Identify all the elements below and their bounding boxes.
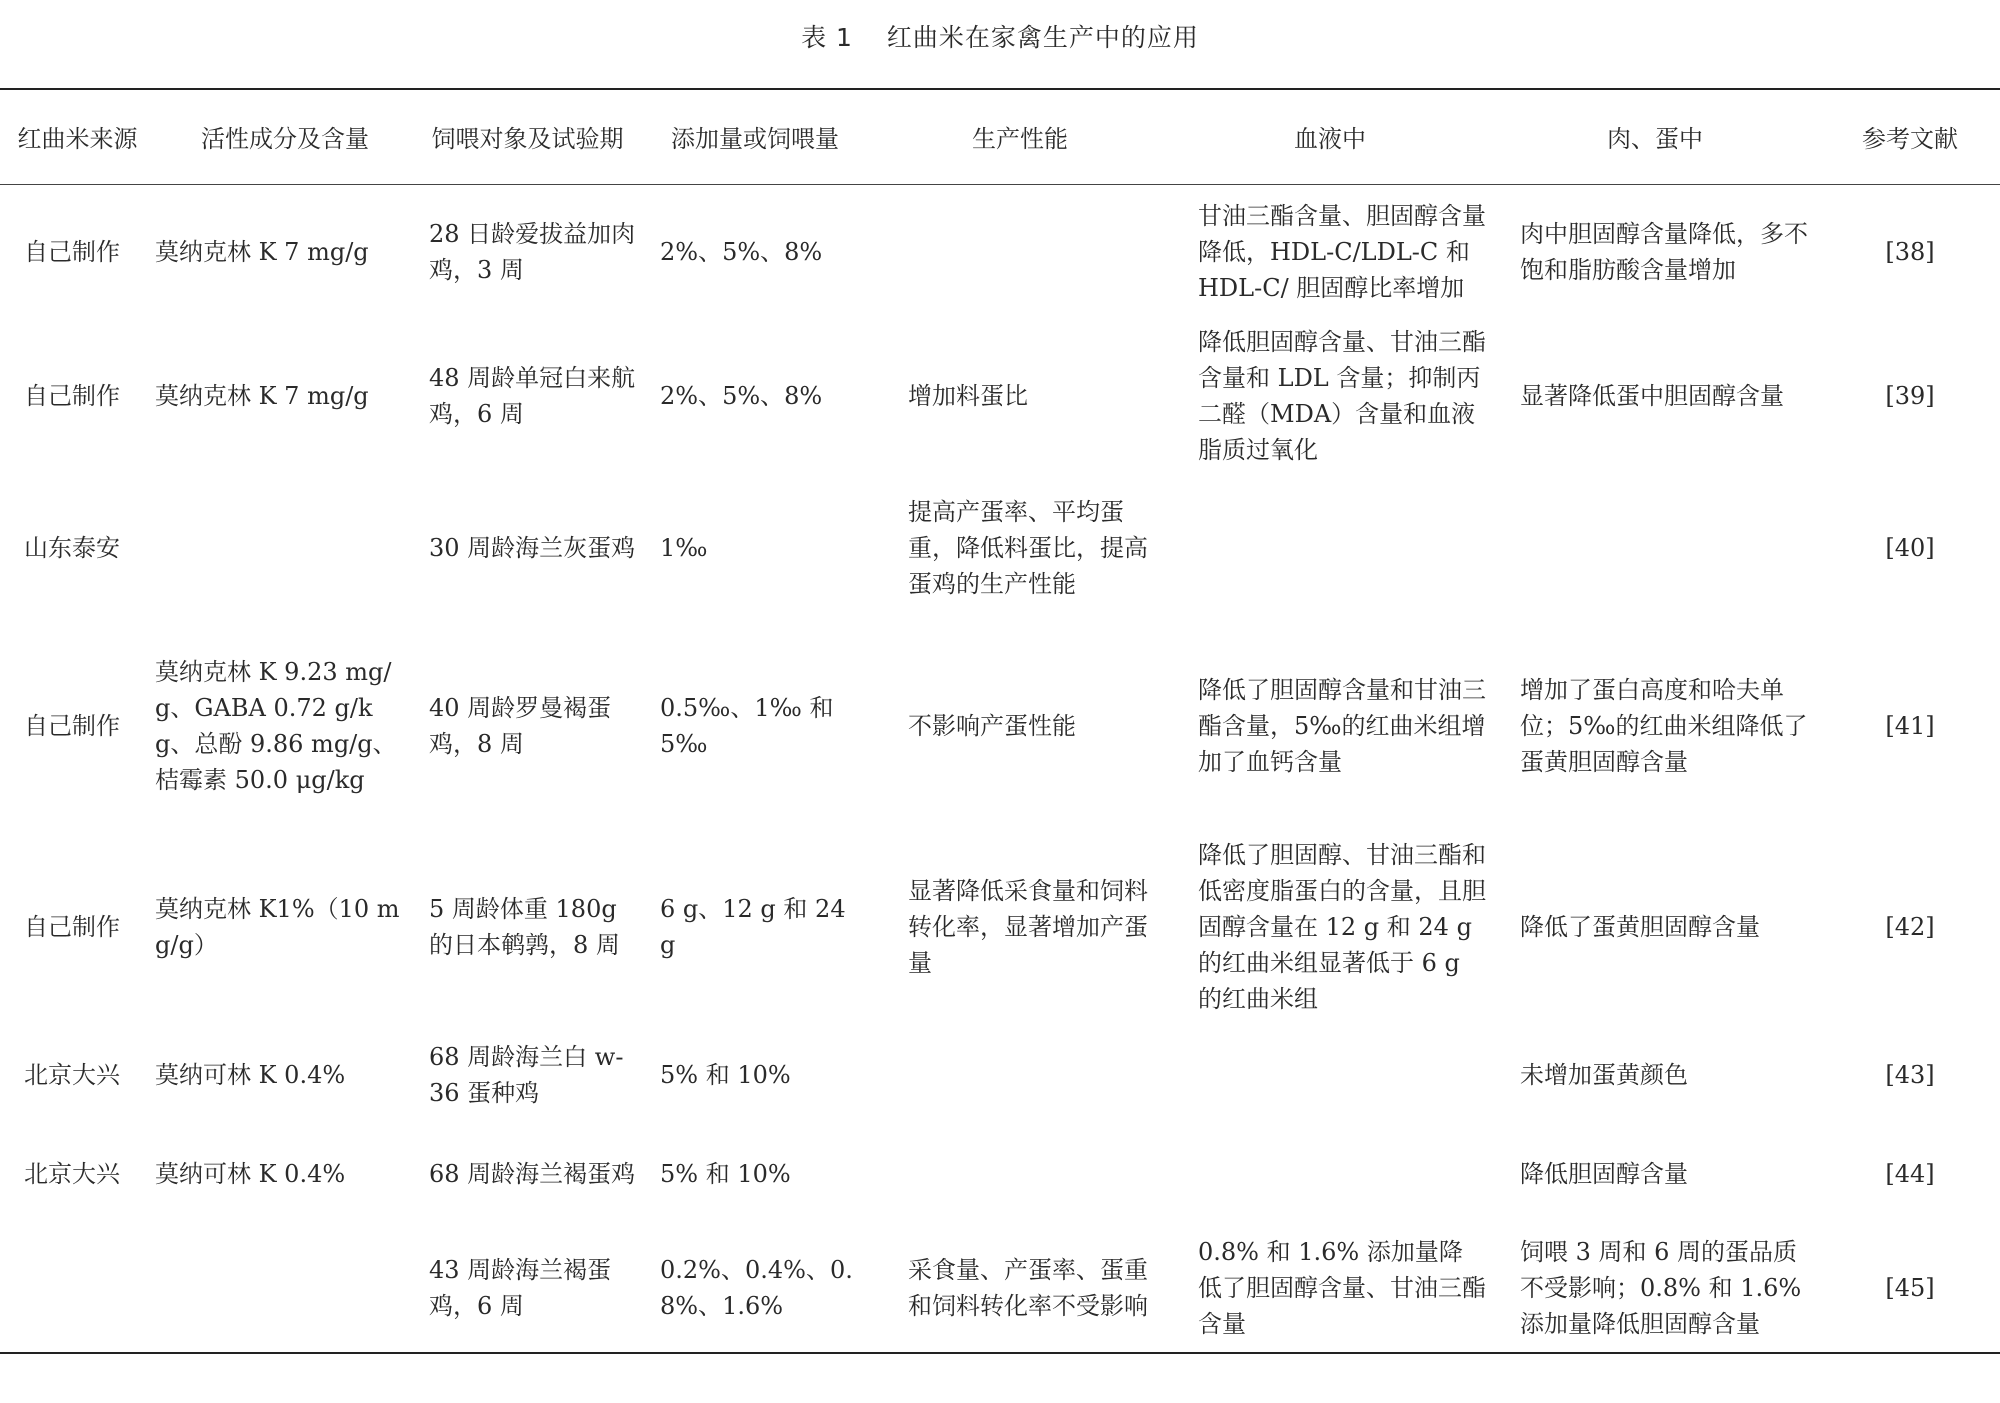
- header-meat-egg: 肉、蛋中: [1490, 89, 1820, 184]
- cell-reference: [39]: [1885, 382, 1935, 410]
- table-row: [0, 1026, 2000, 1124]
- cell-meat-egg: [1490, 473, 1820, 623]
- cell-meat-egg: 增加了蛋白高度和哈夫单位；5‰的红曲米组降低了蛋黄胆固醇含量: [1520, 675, 1808, 776]
- cell-performance: 采食量、产蛋率、蛋重和饲料转化率不受影响: [870, 1223, 1170, 1353]
- cell-subject-period: 40 周龄罗曼褐蛋鸡，8 周: [429, 693, 612, 758]
- cell-performance: 提高产蛋率、平均蛋重，降低料蛋比，提高蛋鸡的生产性能: [908, 498, 1148, 598]
- cell-dosage: 6 g、12 g 和 24 g: [660, 895, 846, 959]
- cell-blood: 降低了胆固醇含量和甘油三酯含量，5‰的红曲米组增加了血钙含量: [1198, 675, 1486, 776]
- cell-meat-egg: 显著降低蛋中胆固醇含量: [1520, 382, 1784, 410]
- cell-reference: [45]: [1820, 1223, 2000, 1353]
- cell-source: 北京大兴: [24, 1159, 120, 1188]
- cell-performance: [870, 184, 1170, 319]
- table-number: 表 1: [801, 23, 853, 52]
- cell-subject-period: 28 日龄爱拔益加肉鸡，3 周: [429, 219, 636, 284]
- cell-meat-egg: 肉中胆固醇含量降低，多不饱和脂肪酸含量增加: [1520, 219, 1808, 284]
- cell-blood: 降低了胆固醇、甘油三酯和低密度脂蛋白的含量，且胆固醇含量在 12 g 和 24 g 的红曲米组显著低于 6 g 的红曲米组: [1198, 841, 1486, 1013]
- cell-blood: [1170, 1124, 1490, 1223]
- cell-reference: [43]: [1885, 1061, 1935, 1089]
- table-row: [0, 473, 2000, 623]
- cell-meat-egg: 降低了蛋黄胆固醇含量: [1520, 913, 1760, 941]
- cell-dosage: 0.2%、0.4%、0.8%、1.6%: [640, 1223, 870, 1353]
- cell-dosage: 5% 和 10%: [660, 1061, 791, 1089]
- cell-performance: 显著降低采食量和饲料转化率，显著增加产蛋量: [908, 877, 1148, 977]
- header-subject-period: 饲喂对象及试验期: [415, 89, 640, 184]
- cell-active-ingredient: 莫纳可林 K 0.4%: [155, 1159, 346, 1188]
- cell-source: 自己制作: [24, 711, 120, 740]
- header-performance: 生产性能: [870, 89, 1170, 184]
- cell-dosage: 1‰: [660, 534, 708, 562]
- table-row: [0, 623, 2000, 828]
- cell-active-ingredient: 莫纳可林 K 0.4%: [155, 1061, 346, 1089]
- cell-reference: [44]: [1885, 1159, 1935, 1188]
- table-title: 红曲米在家禽生产中的应用: [886, 23, 1199, 52]
- header-dosage: 添加量或饲喂量: [640, 89, 870, 184]
- table-row: [0, 1223, 2000, 1353]
- cell-performance: [870, 1026, 1170, 1124]
- cell-active-ingredient: [155, 1223, 415, 1353]
- cell-reference: [41]: [1885, 711, 1935, 740]
- table-row: [0, 184, 2000, 319]
- cell-reference: [40]: [1885, 534, 1935, 562]
- table-row: [0, 1124, 2000, 1223]
- header-active-ingredient: 活性成分及含量: [155, 89, 415, 184]
- header-row: [0, 89, 2000, 184]
- header-source: 红曲米来源: [0, 89, 155, 184]
- cell-subject-period: 30 周龄海兰灰蛋鸡: [429, 534, 636, 562]
- cell-subject-period: 43 周龄海兰褐蛋鸡，6 周: [415, 1223, 640, 1353]
- cell-source: 自己制作: [24, 382, 120, 410]
- cell-meat-egg: 饲喂 3 周和 6 周的蛋品质不受影响；0.8% 和 1.6% 添加量降低胆固醇含量: [1490, 1223, 1820, 1353]
- cell-dosage: 2%、5%、8%: [660, 237, 823, 266]
- table-caption: [0, 18, 2000, 54]
- cell-subject-period: 68 周龄海兰褐蛋鸡: [429, 1159, 636, 1188]
- cell-blood: 0.8% 和 1.6% 添加量降低了胆固醇含量、甘油三酯含量: [1170, 1223, 1490, 1353]
- cell-source: 自己制作: [24, 237, 120, 266]
- cell-blood: [1170, 473, 1490, 623]
- cell-blood: 甘油三酯含量、胆固醇含量降低，HDL-C/LDL-C 和 HDL-C/ 胆固醇比率增加: [1198, 201, 1486, 302]
- cell-source: 自己制作: [24, 913, 120, 941]
- cell-meat-egg: 降低胆固醇含量: [1520, 1159, 1688, 1188]
- cell-active-ingredient: [155, 473, 415, 623]
- cell-subject-period: 5 周龄体重 180g 的日本鹌鹑，8 周: [429, 895, 620, 959]
- header-blood: 血液中: [1170, 89, 1490, 184]
- cell-performance: 不影响产蛋性能: [908, 711, 1076, 740]
- cell-reference: [38]: [1885, 237, 1935, 266]
- cell-active-ingredient: 莫纳克林 K 9.23 mg/g、GABA 0.72 g/kg、总酚 9.86 mg/g、桔霉素 50.0 μg/kg: [155, 657, 397, 794]
- cell-dosage: 2%、5%、8%: [660, 382, 823, 410]
- cell-performance: [870, 1124, 1170, 1223]
- cell-blood: 降低胆固醇含量、甘油三酯含量和 LDL 含量；抑制丙二醛（MDA）含量和血液脂质过氧化: [1198, 328, 1486, 464]
- cell-reference: [42]: [1885, 913, 1935, 941]
- cell-active-ingredient: 莫纳克林 K 7 mg/g: [155, 382, 369, 410]
- cell-subject-period: 68 周龄海兰白 w-36 蛋种鸡: [429, 1043, 624, 1107]
- cell-source: 山东泰安: [24, 534, 120, 562]
- cell-blood: [1170, 1026, 1490, 1124]
- cell-performance: 增加料蛋比: [908, 382, 1028, 410]
- cell-dosage: 0.5‰、1‰ 和 5‰: [660, 693, 834, 758]
- cell-source: 北京大兴: [24, 1061, 120, 1089]
- header-reference: 参考文献: [1820, 89, 2000, 184]
- table-row: [0, 828, 2000, 1026]
- cell-meat-egg: 未增加蛋黄颜色: [1520, 1061, 1688, 1089]
- cell-subject-period: 48 周龄单冠白来航鸡，6 周: [429, 364, 636, 428]
- table-row: [0, 319, 2000, 473]
- cell-active-ingredient: 莫纳克林 K 7 mg/g: [155, 237, 369, 266]
- cell-active-ingredient: 莫纳克林 K1%（10 mg/g）: [155, 895, 400, 959]
- data-table: [0, 88, 2000, 1354]
- cell-source: [0, 1223, 155, 1353]
- cell-dosage: 5% 和 10%: [660, 1159, 791, 1188]
